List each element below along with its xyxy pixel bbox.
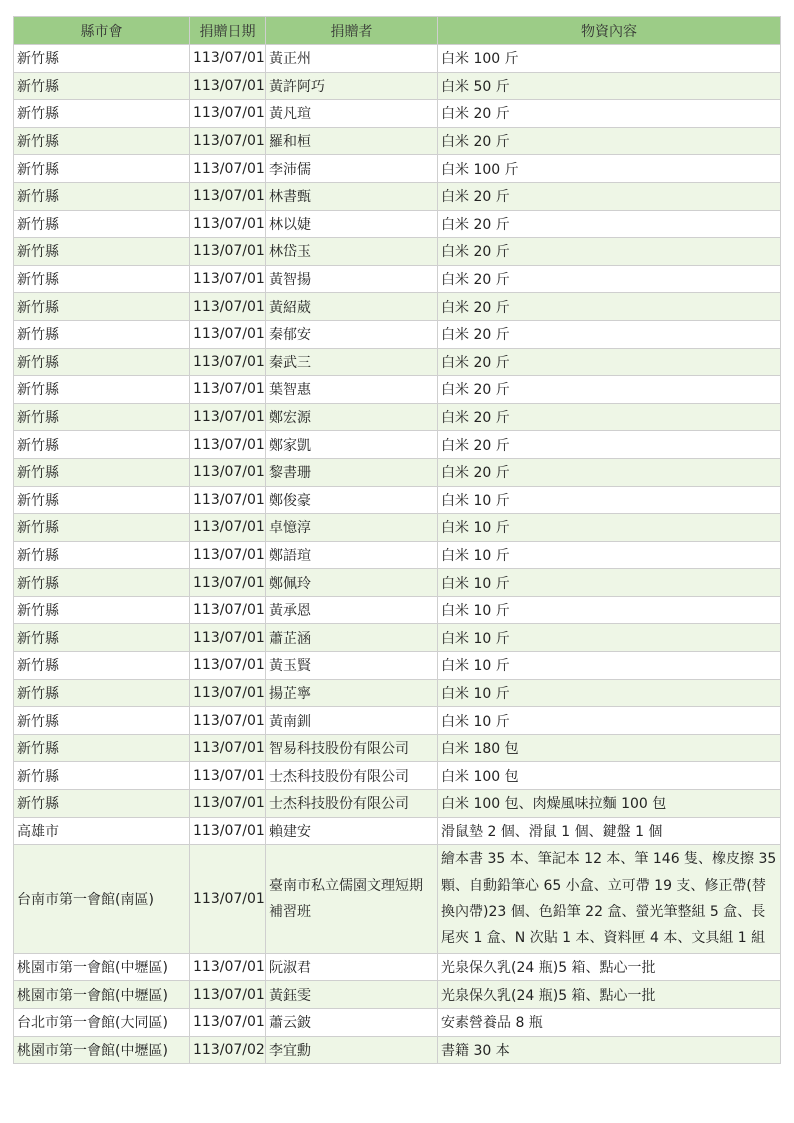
cell-county: 桃園市第一會館(中壢區) (14, 953, 190, 981)
cell-items: 滑鼠墊 2 個、滑鼠 1 個、鍵盤 1 個 (438, 817, 781, 845)
table-row (14, 596, 781, 624)
cell-county: 桃園市第一會館(中壢區) (14, 981, 190, 1009)
table-row (14, 265, 781, 293)
cell-county: 新竹縣 (14, 707, 190, 735)
cell-items: 白米 20 斤 (438, 265, 781, 293)
header-items: 物資內容 (438, 17, 781, 45)
table-row (14, 679, 781, 707)
cell-date: 113/07/01 (190, 762, 266, 790)
header-county: 縣市會 (14, 17, 190, 45)
cell-donor: 黃鈺雯 (266, 981, 438, 1009)
cell-items: 白米 50 斤 (438, 72, 781, 100)
cell-donor: 揚芷寧 (266, 679, 438, 707)
cell-date: 113/07/01 (190, 652, 266, 680)
cell-donor: 鄭宏源 (266, 403, 438, 431)
cell-date: 113/07/01 (190, 127, 266, 155)
table-row (14, 514, 781, 542)
cell-items: 白米 20 斤 (438, 182, 781, 210)
cell-county: 新竹縣 (14, 127, 190, 155)
cell-items: 白米 10 斤 (438, 486, 781, 514)
cell-date: 113/07/01 (190, 679, 266, 707)
cell-county: 新竹縣 (14, 238, 190, 266)
cell-date: 113/07/01 (190, 624, 266, 652)
cell-items: 白米 10 斤 (438, 514, 781, 542)
table-row (14, 431, 781, 459)
cell-county: 新竹縣 (14, 458, 190, 486)
table-row (14, 707, 781, 735)
cell-items: 白米 10 斤 (438, 707, 781, 735)
table-row (14, 652, 781, 680)
cell-donor: 黃許阿巧 (266, 72, 438, 100)
cell-date: 113/07/01 (190, 348, 266, 376)
cell-date: 113/07/01 (190, 320, 266, 348)
cell-items: 白米 10 斤 (438, 652, 781, 680)
cell-donor: 羅和桓 (266, 127, 438, 155)
cell-county: 新竹縣 (14, 155, 190, 183)
cell-items: 安素營養品 8 瓶 (438, 1009, 781, 1037)
table-row (14, 155, 781, 183)
cell-date: 113/07/01 (190, 376, 266, 404)
cell-items: 白米 20 斤 (438, 458, 781, 486)
cell-county: 新竹縣 (14, 320, 190, 348)
cell-county: 新竹縣 (14, 293, 190, 321)
table-row (14, 541, 781, 569)
cell-county: 新竹縣 (14, 376, 190, 404)
table-row (14, 293, 781, 321)
table-row (14, 817, 781, 845)
cell-date: 113/07/01 (190, 514, 266, 542)
cell-items: 白米 20 斤 (438, 376, 781, 404)
table-body (14, 45, 781, 1064)
cell-items: 白米 10 斤 (438, 624, 781, 652)
cell-donor: 蕭云鈹 (266, 1009, 438, 1037)
cell-county: 新竹縣 (14, 514, 190, 542)
cell-county: 新竹縣 (14, 100, 190, 128)
cell-date: 113/07/01 (190, 45, 266, 73)
cell-date: 113/07/01 (190, 953, 266, 981)
cell-items: 白米 100 包 (438, 762, 781, 790)
cell-date: 113/07/01 (190, 210, 266, 238)
cell-donor: 黃紹葳 (266, 293, 438, 321)
cell-date: 113/07/01 (190, 596, 266, 624)
cell-donor: 黃玉賢 (266, 652, 438, 680)
table-row (14, 458, 781, 486)
cell-items: 白米 10 斤 (438, 596, 781, 624)
cell-date: 113/07/01 (190, 1009, 266, 1037)
cell-items: 白米 20 斤 (438, 210, 781, 238)
table-row (14, 624, 781, 652)
cell-date: 113/07/01 (190, 790, 266, 818)
cell-items: 白米 20 斤 (438, 320, 781, 348)
cell-county: 新竹縣 (14, 596, 190, 624)
cell-county: 新竹縣 (14, 734, 190, 762)
cell-county: 新竹縣 (14, 569, 190, 597)
table-row (14, 238, 781, 266)
cell-donor: 士杰科技股份有限公司 (266, 762, 438, 790)
cell-donor: 葉智惠 (266, 376, 438, 404)
cell-items: 白米 20 斤 (438, 293, 781, 321)
cell-donor: 林岱玉 (266, 238, 438, 266)
table-row (14, 320, 781, 348)
cell-date: 113/07/01 (190, 458, 266, 486)
cell-donor: 李沛儒 (266, 155, 438, 183)
cell-county: 新竹縣 (14, 762, 190, 790)
table-row (14, 981, 781, 1009)
cell-donor: 鄭佩玲 (266, 569, 438, 597)
cell-items: 白米 100 斤 (438, 155, 781, 183)
table-header-row (14, 17, 781, 45)
table-row (14, 953, 781, 981)
table-row (14, 486, 781, 514)
table-row (14, 210, 781, 238)
cell-items: 光泉保久乳(24 瓶)5 箱、點心一批 (438, 981, 781, 1009)
cell-items: 繪本書 35 本、筆記本 12 本、筆 146 隻、橡皮擦 35 顆、自動鉛筆心 65 小盒、立可帶 19 支、修正帶(替換內帶)23 個、色鉛筆 22 盒、螢光筆整組 5 盒、長尾夾 1 盒、N 次貼 1 本、資料匣 4 本、文具組 1 組 (438, 845, 781, 954)
cell-date: 113/07/01 (190, 817, 266, 845)
cell-donor: 黃南釧 (266, 707, 438, 735)
cell-county: 新竹縣 (14, 790, 190, 818)
cell-donor: 賴建安 (266, 817, 438, 845)
cell-donor: 秦武三 (266, 348, 438, 376)
cell-items: 白米 10 斤 (438, 569, 781, 597)
table-row (14, 100, 781, 128)
cell-donor: 士杰科技股份有限公司 (266, 790, 438, 818)
donations-table (13, 16, 781, 1064)
cell-donor: 黎書珊 (266, 458, 438, 486)
cell-items: 書籍 30 本 (438, 1036, 781, 1064)
table-row (14, 182, 781, 210)
cell-county: 桃園市第一會館(中壢區) (14, 1036, 190, 1064)
cell-date: 113/07/01 (190, 155, 266, 183)
cell-items: 白米 20 斤 (438, 348, 781, 376)
table-row (14, 1009, 781, 1037)
cell-county: 新竹縣 (14, 210, 190, 238)
cell-items: 白米 100 斤 (438, 45, 781, 73)
cell-date: 113/07/01 (190, 845, 266, 954)
cell-date: 113/07/01 (190, 707, 266, 735)
cell-items: 白米 20 斤 (438, 431, 781, 459)
cell-date: 113/07/01 (190, 431, 266, 459)
cell-items: 白米 100 包、肉燥風味拉麵 100 包 (438, 790, 781, 818)
cell-date: 113/07/01 (190, 541, 266, 569)
cell-donor: 鄭俊豪 (266, 486, 438, 514)
cell-date: 113/07/01 (190, 238, 266, 266)
cell-county: 台南市第一會館(南區) (14, 845, 190, 954)
cell-items: 白米 20 斤 (438, 238, 781, 266)
cell-county: 高雄市 (14, 817, 190, 845)
cell-donor: 卓憶淳 (266, 514, 438, 542)
table-row (14, 734, 781, 762)
table-row (14, 348, 781, 376)
cell-date: 113/07/01 (190, 100, 266, 128)
cell-donor: 黃承恩 (266, 596, 438, 624)
table-row (14, 403, 781, 431)
cell-items: 白米 20 斤 (438, 127, 781, 155)
table-row (14, 1036, 781, 1064)
cell-county: 新竹縣 (14, 182, 190, 210)
cell-items: 光泉保久乳(24 瓶)5 箱、點心一批 (438, 953, 781, 981)
cell-donor: 林以婕 (266, 210, 438, 238)
cell-date: 113/07/01 (190, 265, 266, 293)
table-row (14, 45, 781, 73)
cell-county: 新竹縣 (14, 72, 190, 100)
cell-county: 新竹縣 (14, 431, 190, 459)
header-donor: 捐贈者 (266, 17, 438, 45)
cell-donor: 鄭家凱 (266, 431, 438, 459)
table-row (14, 845, 781, 954)
cell-items: 白米 20 斤 (438, 403, 781, 431)
cell-donor: 秦郁安 (266, 320, 438, 348)
cell-county: 新竹縣 (14, 541, 190, 569)
cell-items: 白米 20 斤 (438, 100, 781, 128)
cell-date: 113/07/01 (190, 293, 266, 321)
cell-date: 113/07/01 (190, 486, 266, 514)
cell-county: 新竹縣 (14, 348, 190, 376)
cell-date: 113/07/01 (190, 403, 266, 431)
cell-county: 新竹縣 (14, 45, 190, 73)
table-row (14, 376, 781, 404)
cell-date: 113/07/01 (190, 734, 266, 762)
cell-date: 113/07/01 (190, 182, 266, 210)
cell-county: 新竹縣 (14, 652, 190, 680)
cell-date: 113/07/01 (190, 569, 266, 597)
cell-donor: 臺南市私立儒園文理短期補習班 (266, 845, 438, 954)
table-row (14, 762, 781, 790)
cell-donor: 李宜勳 (266, 1036, 438, 1064)
cell-items: 白米 10 斤 (438, 679, 781, 707)
cell-county: 台北市第一會館(大同區) (14, 1009, 190, 1037)
cell-date: 113/07/01 (190, 981, 266, 1009)
cell-donor: 黃正州 (266, 45, 438, 73)
cell-donor: 黃智揚 (266, 265, 438, 293)
cell-county: 新竹縣 (14, 624, 190, 652)
cell-donor: 智易科技股份有限公司 (266, 734, 438, 762)
cell-date: 113/07/01 (190, 72, 266, 100)
cell-donor: 阮淑君 (266, 953, 438, 981)
cell-donor: 蕭芷涵 (266, 624, 438, 652)
header-date: 捐贈日期 (190, 17, 266, 45)
cell-donor: 黃凡瑄 (266, 100, 438, 128)
table-row (14, 127, 781, 155)
cell-county: 新竹縣 (14, 403, 190, 431)
cell-county: 新竹縣 (14, 679, 190, 707)
cell-county: 新竹縣 (14, 486, 190, 514)
cell-items: 白米 10 斤 (438, 541, 781, 569)
cell-county: 新竹縣 (14, 265, 190, 293)
cell-items: 白米 180 包 (438, 734, 781, 762)
table-row (14, 72, 781, 100)
table-row (14, 569, 781, 597)
cell-donor: 鄭語瑄 (266, 541, 438, 569)
table-row (14, 790, 781, 818)
cell-date: 113/07/02 (190, 1036, 266, 1064)
cell-donor: 林書甄 (266, 182, 438, 210)
